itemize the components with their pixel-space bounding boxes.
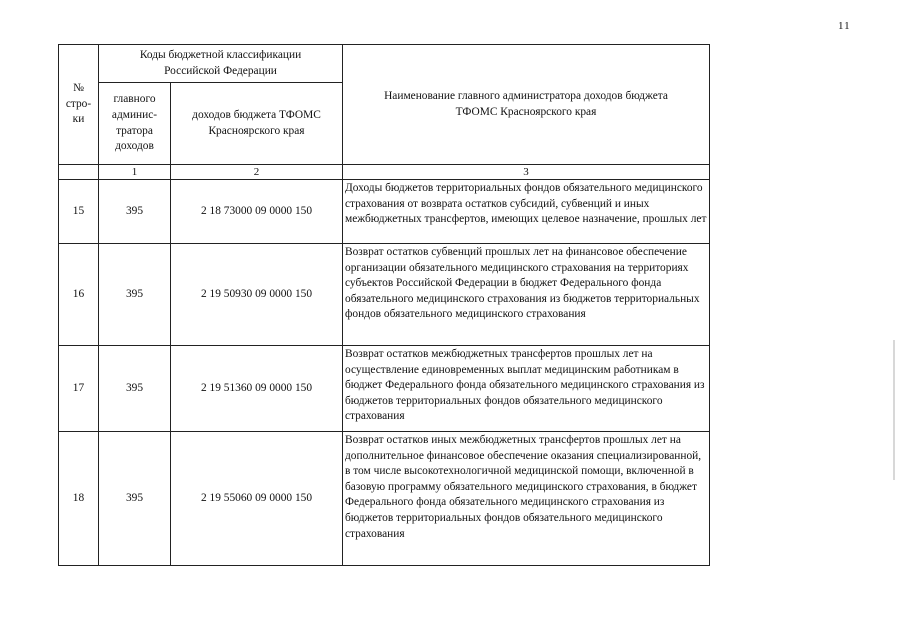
revenue-name: Возврат остатков субвенций прошлых лет на финансовое обеспечение организации обязательного медицинского страхования на территориях субъектов Российской Федерации в бюджет Федерального фонда обязательного медицинского страхования из бюджетов территориальных фондов обязательного медицинского страхования bbox=[343, 244, 710, 346]
admin-code: 395 bbox=[99, 244, 171, 346]
table-row bbox=[59, 432, 710, 566]
header-administrator-name: Наименование главного администратора доходов бюджета ТФОМС Красноярского края bbox=[343, 45, 710, 165]
revenue-name: Возврат остатков межбюджетных трансфертов прошлых лет на осуществление единовременных выплат медицинским работникам в бюджет Федерального фонда обязательного медицинского страхования из бюджетов территориальных фондов обязательного медицинского страхования bbox=[343, 346, 710, 432]
row-number: 15 bbox=[59, 180, 99, 244]
revenue-code: 2 19 55060 09 0000 150 bbox=[171, 432, 343, 566]
table-header bbox=[59, 45, 710, 180]
revenue-code: 2 19 51360 09 0000 150 bbox=[171, 346, 343, 432]
header-chief-administrator: главного админис- тратора доходов bbox=[99, 83, 171, 165]
column-index-3: 3 bbox=[343, 165, 710, 180]
admin-code: 395 bbox=[99, 432, 171, 566]
revenue-code: 2 18 73000 09 0000 150 bbox=[171, 180, 343, 244]
column-index-blank bbox=[59, 165, 99, 180]
table-body bbox=[59, 180, 710, 566]
revenue-code: 2 19 50930 09 0000 150 bbox=[171, 244, 343, 346]
table-row bbox=[59, 346, 710, 432]
table-row bbox=[59, 180, 710, 244]
row-number: 17 bbox=[59, 346, 99, 432]
scan-edge-line bbox=[893, 340, 895, 480]
column-index-1: 1 bbox=[99, 165, 171, 180]
revenue-name: Доходы бюджетов территориальных фондов обязательного медицинского страхования от возврата остатков субсидий, субвенций и иных межбюджетных трансфертов, имеющих целевое назначение, прошлых лет bbox=[343, 180, 710, 244]
table-row bbox=[59, 244, 710, 346]
header-budget-revenue: доходов бюджета ТФОМС Красноярского края bbox=[171, 83, 343, 165]
revenue-name: Возврат остатков иных межбюджетных трансфертов прошлых лет на дополнительное финансовое обеспечение оказания специализированной, в том числе высокотехнологичной медицинской помощи, включенной в базовую программу обязательного медицинского страхования, в бюджет Федерального фонда обязательного медицинского страхования из бюджетов территориальных фондов обязательного медицинского страхования bbox=[343, 432, 710, 566]
header-row-number: № стро- ки bbox=[59, 45, 99, 165]
row-number: 16 bbox=[59, 244, 99, 346]
admin-code: 395 bbox=[99, 180, 171, 244]
header-codes-group: Коды бюджетной классификации Российской Федерации bbox=[99, 45, 343, 83]
column-index-2: 2 bbox=[171, 165, 343, 180]
revenue-codes-table bbox=[58, 44, 710, 566]
row-number: 18 bbox=[59, 432, 99, 566]
page-number: 11 bbox=[838, 20, 851, 32]
admin-code: 395 bbox=[99, 346, 171, 432]
column-index-row bbox=[59, 165, 710, 180]
